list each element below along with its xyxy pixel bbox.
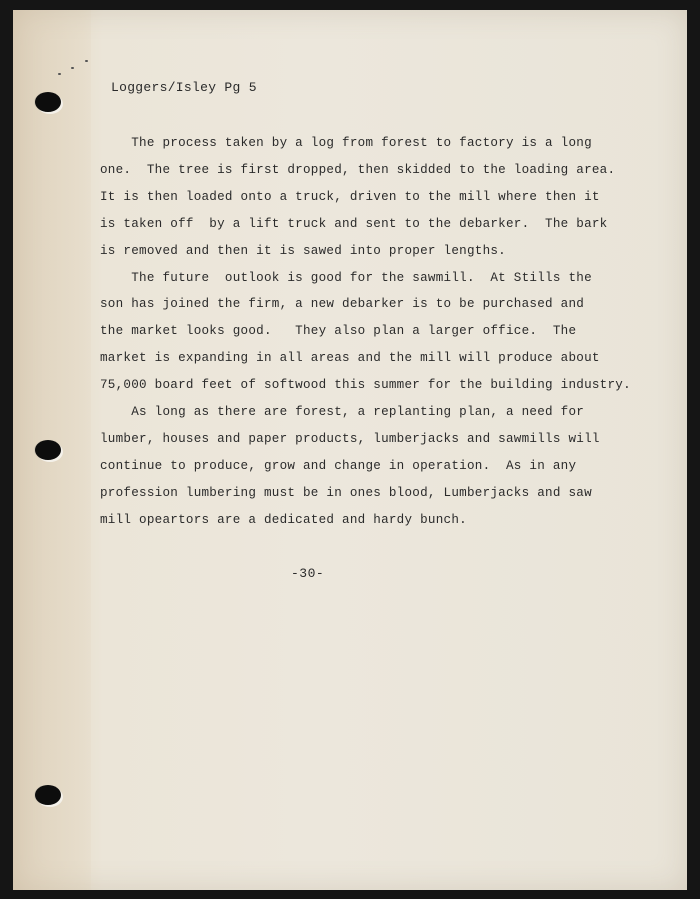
text-line: son has joined the firm, a new debarker is to be purchased and bbox=[100, 297, 585, 312]
text-line: mill opeartors are a dedicated and hardy bunch. bbox=[100, 512, 467, 527]
punch-hole-bottom bbox=[35, 785, 61, 805]
text-line: market is expanding in all areas and the mill will produce about bbox=[100, 351, 600, 366]
ink-speck bbox=[85, 60, 88, 62]
text-line: continue to produce, grow and change in operation. As in any bbox=[100, 458, 577, 473]
body-text bbox=[100, 130, 640, 534]
page-header: Loggers/Isley Pg 5 bbox=[111, 80, 257, 95]
ink-speck bbox=[58, 73, 61, 75]
paper-page bbox=[13, 10, 687, 890]
punch-hole-middle bbox=[35, 440, 61, 460]
text-line: 75,000 board feet of softwood this summer for the building industry. bbox=[100, 378, 631, 393]
text-line: lumber, houses and paper products, lumberjacks and sawmills will bbox=[100, 431, 600, 446]
text-line: is removed and then it is sawed into proper lengths. bbox=[100, 243, 506, 258]
ink-speck bbox=[71, 67, 74, 69]
text-line: It is then loaded onto a truck, driven to the mill where then it bbox=[100, 189, 600, 204]
page-number: -30- bbox=[291, 566, 325, 581]
text-line: As long as there are forest, a replanting plan, a need for bbox=[100, 405, 585, 420]
punch-hole-top bbox=[35, 92, 61, 112]
text-line: one. The tree is first dropped, then skidded to the loading area. bbox=[100, 162, 616, 177]
text-line: profession lumbering must be in ones blood, Lumberjacks and saw bbox=[100, 485, 592, 500]
text-line: The future outlook is good for the sawmill. At Stills the bbox=[100, 270, 592, 285]
text-line: The process taken by a log from forest to factory is a long bbox=[100, 136, 592, 150]
text-line: is taken off by a lift truck and sent to the debarker. The bark bbox=[100, 216, 608, 231]
text-line: the market looks good. They also plan a larger office. The bbox=[100, 324, 577, 339]
